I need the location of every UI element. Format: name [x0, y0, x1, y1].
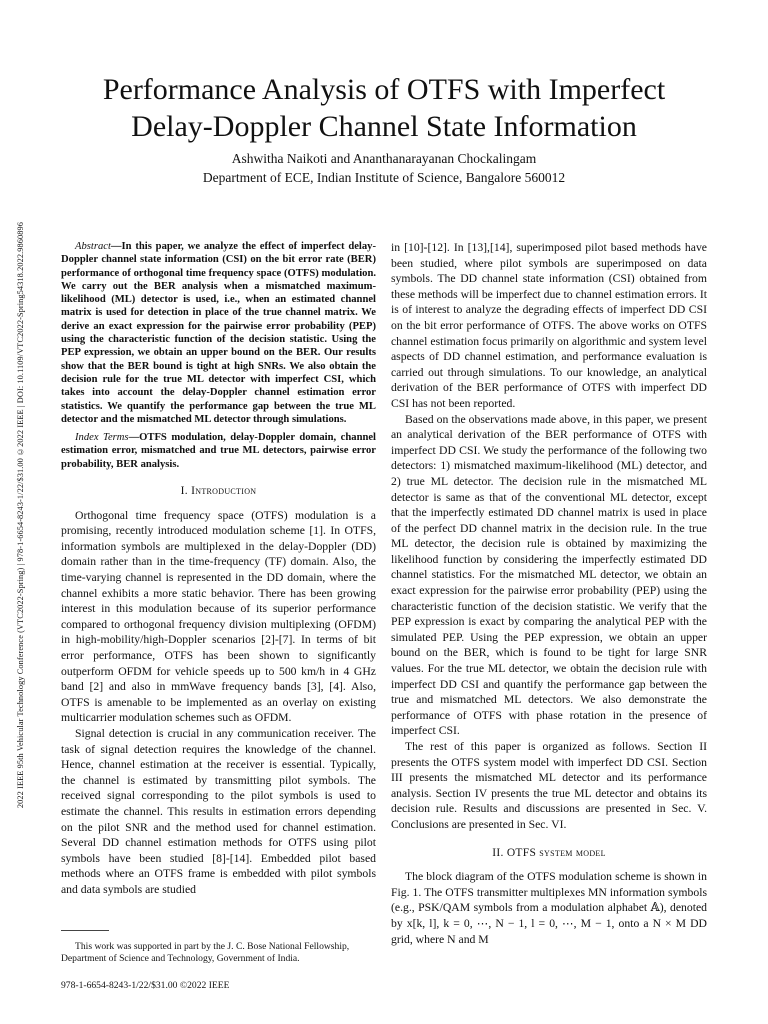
paper-title — [60, 71, 708, 145]
intro-paragraph-5: The rest of this paper is organized as follows. Section II presents the OTFS system model with imperfect DD CSI. Section III presents the mismatched ML detector and its performance analysis. Section IV presents the true ML detector and obtains its decision rule. Results and discussions are presented in Sec. V. Conclusions are presented in Sec. VI. — [391, 740, 707, 831]
title-line-2: Delay-Doppler Channel State Information — [131, 110, 637, 143]
author-affiliation: Department of ECE, Indian Institute of Science, Bangalore 560012 — [202, 170, 566, 185]
index-terms-text: —OTFS modulation, delay-Doppler domain, channel estimation error, mismatched and true ML detectors, pairwise error probability, BER analysis. — [61, 432, 376, 470]
footnote-divider — [61, 930, 109, 931]
intro-paragraph-4: Based on the observations made above, in this paper, we present an analytical derivation of the BER performance of OTFS with imperfect DD CSI. We study the performance of the following two detectors: 1) mismatched maximum-likelihood (ML) detector, and 2) true ML detector. The decision rule in the mismatched ML detector is same as that of the conventional ML detector, except that the imperfectly estimated DD channel matrix is used in place of the perfect DD channel matrix in the decision rule. In the true ML detector, the decision rule is obtained by maximizing the likelihood function by considering the imperfectly estimated DD channel statistics. For the mismatched ML detector, we obtain an exact expression for the pairwise error probability (PEP) using the characteristic function of the decision statistic. We verify that the PEP expression is exact by comparing the analytical PEP with the simulated PEP. Using the PEP expression, we obtain an upper bound on the BER, which is found to be tight for large SNR values. For the true ML detector, we obtain the decision rule with imperfect DD CSI and quantify the performance gap between the true and mismatched ML detectors. We also demonstrate the performance of OTFS with phase rotation in the presence of imperfect CSI. — [391, 412, 707, 738]
funding-footnote: This work was supported in part by the J. C. Bose National Fellowship, Department of Science and Technology, Government of India. — [61, 941, 350, 964]
side-margin-citation — [13, 150, 27, 880]
abstract-label: Abstract — [75, 241, 111, 252]
section-heading-introduction — [61, 484, 376, 500]
right-column — [391, 240, 707, 947]
index-terms-label: Index Terms — [75, 432, 129, 444]
section-number: I. — [180, 485, 188, 498]
intro-paragraph-2: Signal detection is crucial in any communication receiver. The task of signal detection requires the knowledge of the channel. Hence, channel estimation at the receiver is essential. Typically, the channel is estimated by transmitting pilot symbols. The received signal corresponding to the pilot symbols is used to estimate the channel. This results in estimation errors depending on the pilot SNR and the method used for channel estimation. Several DD channel estimation methods for OTFS using pilot symbols have been studied [8]-[14]. Embedded pilot based methods where an OTFS frame is embedded with pilot symbols and data symbols are studied — [61, 726, 376, 896]
page-footer-copyright: 978-1-6654-8243-1/22/$31.00 ©2022 IEEE — [61, 980, 230, 991]
system-model-paragraph-1: The block diagram of the OTFS modulation scheme is shown in Fig. 1. The OTFS transmitter multiplexes MN information symbols (e.g., PSK/QAM symbols from a modulation alphabet 𝔸), denoted by x[k, l], k = 0, ⋯, N − 1, l = 0, ⋯, M − 1, onto a N × M DD grid, where N and M — [391, 870, 707, 946]
abstract — [61, 240, 376, 426]
abstract-text: —In this paper, we analyze the effect of imperfect delay-Doppler channel state information (CSI) on the bit error rate (BER) performance of orthogonal time frequency space (OTFS) modulation. We carry out the BER analysis when a mismatched maximum-likelihood (ML) detector is used, i.e., when an estimated channel matrix is used for detection in place of the true channel matrix. We derive an exact expression for the pairwise error probability (PEP) using the characteristic function of the decision statistic. Using the PEP expression, we obtain an upper bound on the BER. Our results show that the BER bound is tight at high SNRs. We also obtain the decision rule for the true ML detector with imperfect CSI, which takes into account the delay-Doppler channel estimation error statistics. We quantify the performance gap between the true ML detector and the mismatched ML detector through simulations. — [61, 241, 376, 425]
intro-paragraph-3: in [10]-[12]. In [13],[14], superimposed pilot based methods have been studied, where pilot symbols are superimposed on data symbols. The DD channel state information (CSI) obtained from these methods will be imperfect due to channel estimation errors. It is of interest to analyze the degrading effects of imperfect DD CSI on the bit error performance of OTFS. The above works on OTFS channel estimation focus primarily on algorithmic and system level aspects of DD channel estimation, and performance evaluation is carried out through simulations. To our knowledge, an analytical derivation of the BER performance of OTFS with imperfect DD CSI has not been reported. — [391, 241, 707, 410]
section-heading-system-model — [391, 846, 707, 862]
left-column — [61, 240, 376, 897]
section-title: Introduction — [191, 485, 257, 498]
intro-paragraph-1: Orthogonal time frequency space (OTFS) modulation is a promising, recently introduced modulation scheme [1]. In OTFS, information symbols are multiplexed in the delay-Doppler (DD) domain rather than in the time-frequency (TF) domain. Also, the time-varying channel is represented in the DD domain, where the channel exhibits a more static behavior. There has been growing interest in this modulation because of its superior performance compared to orthogonal frequency division multiplexing (OFDM) in high-mobility/high-Doppler scenarios [2]-[7]. In terms of bit error performance, OTFS has been shown to significantly outperform OFDM for vehicle speeds up to 500 km/h in 4 GHz band [2] and also in mmWave frequency bands [3], [4]. Also, OTFS is amenable to be implemented as an overlay on existing multicarrier modulation schemes such as OFDM. — [61, 508, 376, 725]
author-block — [60, 149, 708, 187]
index-terms — [61, 431, 376, 471]
title-line-1: Performance Analysis of OTFS with Imperfect — [102, 73, 666, 106]
author-names: Ashwitha Naikoti and Ananthanarayanan Chockalingam — [231, 151, 537, 166]
section-number: II. — [492, 846, 504, 859]
side-citation-text: 2022 IEEE 95th Vehicular Technology Conference (VTC2022-Spring) | 978-1-6654-8243-1/22/$31.00 ©2022 IEEE | DOI: 10.1109/VTC2022-Spring54318.2022.9860896 — [15, 221, 25, 809]
section-title: OTFS system model — [506, 846, 606, 859]
